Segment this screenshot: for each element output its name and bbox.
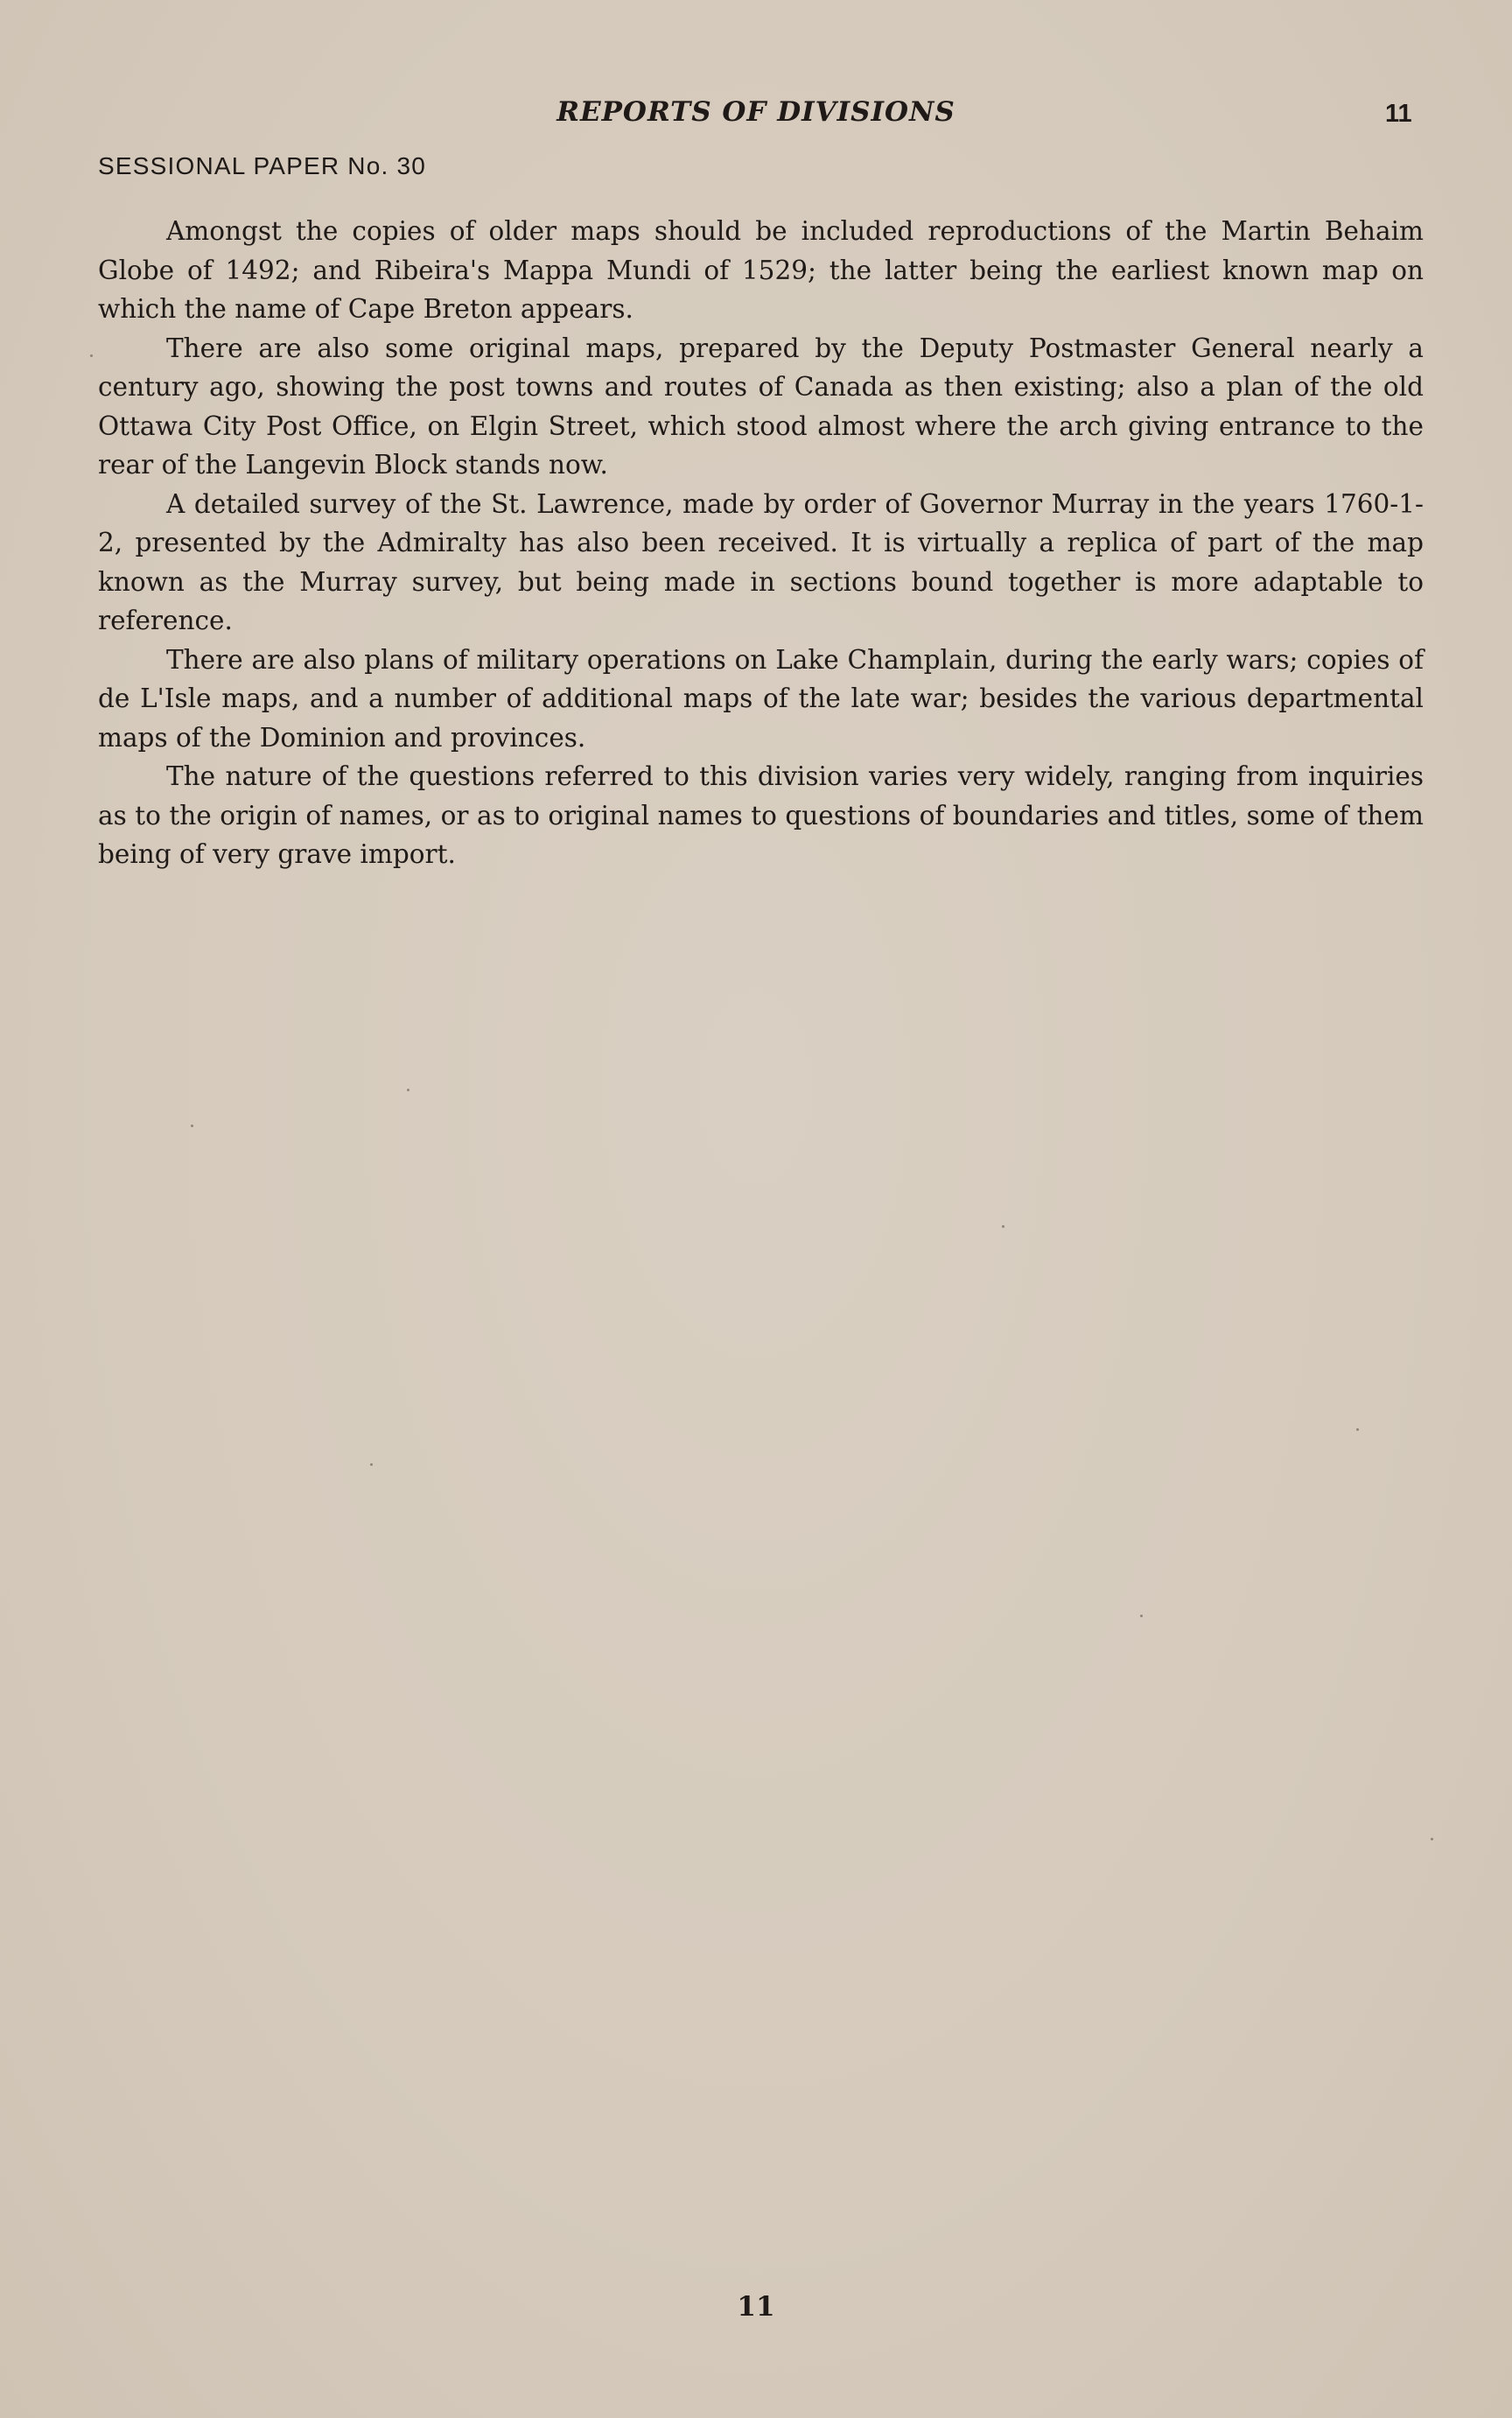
paper-speck bbox=[1140, 1615, 1143, 1617]
paragraph: The nature of the questions referred to this division varies very widely, ranging from inquiries as to the origin of names, or as to original names to questions of boundaries and titles, some of them being of very grave import. bbox=[98, 761, 1424, 869]
running-head: REPORTS OF DIVISIONS bbox=[556, 96, 956, 128]
paper-speck bbox=[1431, 1838, 1433, 1840]
paper-speck bbox=[1356, 1428, 1359, 1431]
body-text bbox=[98, 212, 1424, 874]
paper-speck bbox=[407, 1089, 410, 1091]
paragraph: There are also some original maps, prepared by the Deputy Postmaster General nearly a century ago, showing the post towns and routes of Canada as then existing; also a plan of the old Ottawa City Post Office, on Elgin Street, which stood almost where the arch giving entrance to the rear of the Langevin Block stands now. bbox=[98, 333, 1424, 480]
paragraph: A detailed survey of the St. Lawrence, made by order of Governor Murray in the years 1760-1-2, presented by the Admiralty has also been received. It is virtually a replica of part of the map known as the Murray survey, but being made in sections bound together is more adaptable to reference. bbox=[98, 488, 1424, 635]
paper-speck bbox=[90, 354, 93, 357]
page-number-bottom: 11 bbox=[737, 2291, 775, 2323]
paper-speck bbox=[191, 1125, 193, 1127]
sessional-paper-label: SESSIONAL PAPER No. 30 bbox=[98, 152, 426, 179]
page-number-top: 11 bbox=[1385, 100, 1412, 128]
paper-speck bbox=[1002, 1225, 1004, 1228]
paper-speck bbox=[370, 1463, 373, 1466]
paragraph: Amongst the copies of older maps should be included reproductions of the Martin Behaim Globe of 1492; and Ribeira's Mappa Mundi of 1529; the latter being the earliest known map on which the name of Cape Breton appears. bbox=[98, 216, 1424, 324]
paragraph: There are also plans of military operations on Lake Champlain, during the early wars; copies of de L'Isle maps, and a number of additional maps of the late war; besides the various departmental maps of the Dominion and provinces. bbox=[98, 644, 1424, 753]
